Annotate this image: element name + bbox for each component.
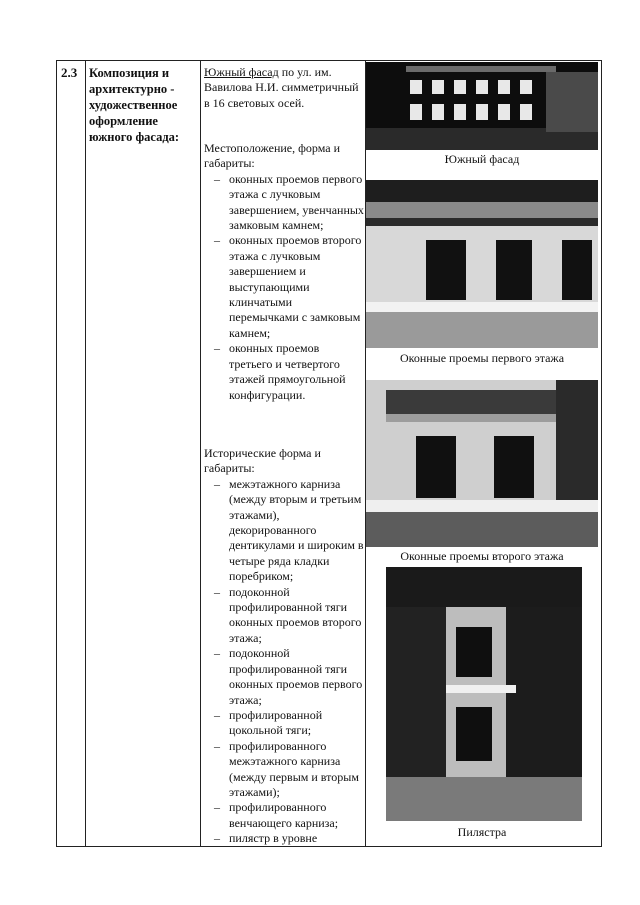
list-item: – межэтажного карниза (между вторым и третьим этажами), декорированного дентикулами и широким в четыре ряда кладки поребриком; <box>204 477 364 585</box>
historic-heading: Исторические форма и габариты: <box>204 446 321 476</box>
table-border-top <box>56 60 602 61</box>
south-facade-image <box>366 62 598 150</box>
table-border-right <box>601 60 602 847</box>
list-item: – профилированной цокольной тяги; <box>204 708 364 739</box>
column-divider-1 <box>85 60 86 847</box>
list-item: – пилястр в уровне <box>204 831 364 846</box>
second-floor-windows-image <box>366 380 598 547</box>
historic-list <box>204 477 364 847</box>
list-item: – оконных проемов первого этажа с лучковым завершением, увенчанных замковым камнем; <box>204 172 364 234</box>
photo-caption-second-floor: Оконные проемы второго этажа <box>400 549 564 563</box>
historic-section <box>204 446 364 847</box>
list-item: – подоконной профилированной тяги оконных проемов второго этажа; <box>204 585 364 647</box>
list-item: – подоконной профилированной тяги оконных проемов первого этажа; <box>204 646 364 708</box>
table-border-left <box>56 60 57 847</box>
photo-caption-pilaster: Пилястра <box>457 825 507 839</box>
pilaster-image <box>386 567 582 821</box>
row-number: 2.3 <box>61 65 78 80</box>
first-floor-windows-photo <box>366 180 598 348</box>
pilaster-photo <box>386 567 582 821</box>
placement-heading: Местоположение, форма и габариты: <box>204 141 340 171</box>
list-item: – профилированного венчающего карниза; <box>204 800 364 831</box>
photo-caption-south-facade: Южный фасад <box>444 152 520 166</box>
intro-paragraph <box>204 65 364 111</box>
list-item: – профилированного межэтажного карниза (между первым и вторым этажами); <box>204 739 364 801</box>
placement-list <box>204 172 364 403</box>
photo-caption-first-floor: Оконные проемы первого этажа <box>399 351 565 365</box>
list-item: – оконных проемов третьего и четвертого этажей прямоугольной конфигурации. <box>204 341 364 403</box>
intro-text: по ул. им. Вавилова Н.И. симметричный в 16 световых осей. <box>204 65 359 110</box>
placement-section <box>204 141 364 403</box>
column-divider-2 <box>200 60 201 847</box>
first-floor-windows-image <box>366 180 598 348</box>
second-floor-windows-photo <box>366 380 598 547</box>
row-title: Композиция и архитектурно - художественное оформление южного фасада: <box>89 66 180 144</box>
list-item: – оконных проемов второго этажа с лучковым завершением и выступающими клинчатыми перемычками с замковым камнем; <box>204 233 364 341</box>
facade-link: Южный фасад <box>204 65 279 79</box>
south-facade-photo <box>366 62 598 150</box>
